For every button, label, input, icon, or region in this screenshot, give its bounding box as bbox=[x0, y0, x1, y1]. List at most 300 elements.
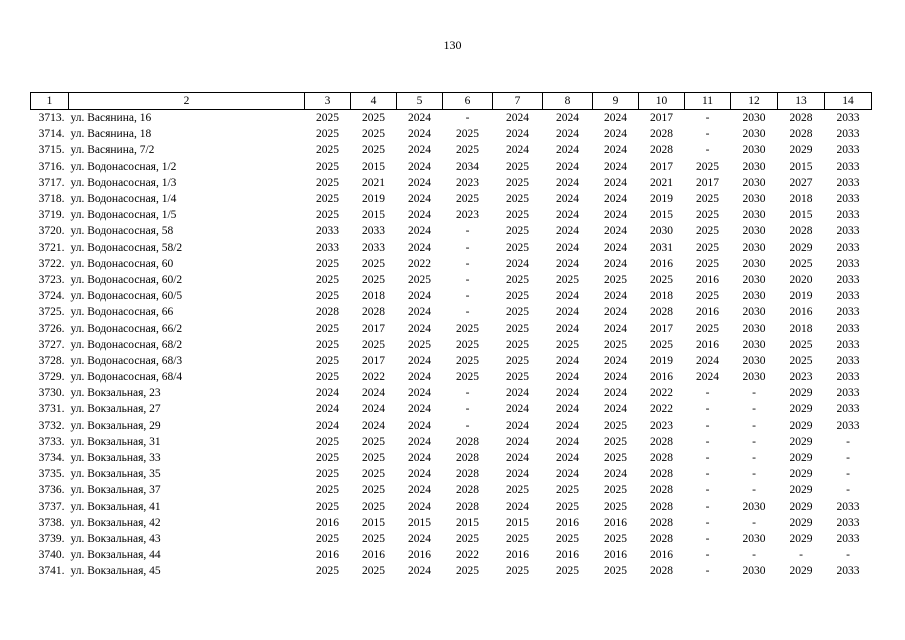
year-cell: 2025 bbox=[556, 532, 579, 545]
year-cell: - bbox=[705, 403, 710, 416]
year-cell: 2025 bbox=[456, 144, 479, 157]
year-cell: 2025 bbox=[789, 354, 813, 367]
year-cell: 2033 bbox=[836, 225, 860, 238]
year-cell: 2029 bbox=[789, 565, 813, 578]
year-cell: 2033 bbox=[836, 112, 860, 125]
year-cell: 2025 bbox=[506, 484, 529, 497]
year-cell: 2022 bbox=[650, 387, 673, 400]
year-cell: 2022 bbox=[362, 371, 385, 384]
table-row bbox=[31, 272, 872, 288]
year-cell: - bbox=[705, 565, 710, 578]
year-cell: 2024 bbox=[696, 354, 719, 367]
year-cell: 2028 bbox=[789, 225, 813, 238]
year-cell: 2015 bbox=[789, 160, 813, 173]
year-cell: 2025 bbox=[362, 338, 385, 351]
year-cell: 2024 bbox=[604, 160, 627, 173]
year-cell: 2025 bbox=[604, 273, 627, 286]
year-cell: 2025 bbox=[362, 128, 385, 141]
year-cell: 2029 bbox=[789, 403, 813, 416]
address-cell: ул. Водонасосная, 1/5 bbox=[70, 209, 177, 222]
year-cell: 2025 bbox=[456, 532, 479, 545]
year-cell: 2025 bbox=[362, 257, 385, 270]
year-cell: 2025 bbox=[316, 565, 339, 578]
year-cell: 2025 bbox=[456, 322, 479, 335]
year-cell: 2024 bbox=[408, 354, 431, 367]
row-number-cell: 3726. bbox=[38, 322, 65, 335]
row-number-cell: 3735. bbox=[38, 468, 65, 481]
table-body bbox=[31, 110, 872, 580]
year-cell: 2022 bbox=[456, 549, 479, 562]
year-cell: 2025 bbox=[316, 468, 339, 481]
year-cell: - bbox=[705, 419, 710, 432]
row-number-cell: 3740. bbox=[38, 549, 65, 562]
column-header-2: 2 bbox=[69, 93, 305, 110]
year-cell: 2016 bbox=[316, 516, 339, 529]
year-cell: 2024 bbox=[408, 241, 431, 254]
year-cell: - bbox=[705, 144, 710, 157]
year-cell: 2029 bbox=[789, 532, 813, 545]
row-number-cell: 3724. bbox=[38, 290, 65, 303]
year-cell: 2024 bbox=[604, 144, 627, 157]
column-header-12: 12 bbox=[731, 93, 778, 110]
table-row bbox=[31, 563, 872, 579]
year-cell: 2025 bbox=[506, 338, 529, 351]
year-cell: - bbox=[705, 549, 710, 562]
address-cell: ул. Водонасосная, 68/4 bbox=[70, 371, 183, 384]
year-cell: 2024 bbox=[506, 257, 529, 270]
year-cell: 2025 bbox=[362, 500, 385, 513]
year-cell: 2030 bbox=[742, 128, 766, 141]
year-cell: - bbox=[465, 290, 470, 303]
year-cell: 2019 bbox=[650, 193, 673, 206]
year-cell: 2030 bbox=[742, 565, 766, 578]
year-cell: - bbox=[752, 549, 756, 562]
year-cell: 2033 bbox=[836, 209, 860, 222]
year-cell: 2024 bbox=[408, 484, 431, 497]
year-cell: 2030 bbox=[742, 290, 766, 303]
year-cell: 2016 bbox=[604, 549, 627, 562]
year-cell: 2021 bbox=[650, 176, 673, 189]
year-cell: 2024 bbox=[556, 160, 579, 173]
table-row bbox=[31, 547, 872, 563]
year-cell: 2030 bbox=[742, 144, 766, 157]
year-cell: 2016 bbox=[650, 549, 673, 562]
row-number-cell: 3713. bbox=[38, 112, 65, 125]
year-cell: 2025 bbox=[604, 532, 627, 545]
year-cell: 2025 bbox=[316, 160, 339, 173]
year-cell: - bbox=[465, 257, 470, 270]
year-cell: 2024 bbox=[408, 112, 431, 125]
year-cell: 2016 bbox=[316, 549, 339, 562]
year-cell: 2024 bbox=[408, 144, 431, 157]
table-row bbox=[31, 337, 872, 353]
year-cell: 2025 bbox=[456, 565, 479, 578]
column-header-14: 14 bbox=[825, 93, 872, 110]
row-number-cell: 3729. bbox=[38, 371, 65, 384]
year-cell: 2025 bbox=[456, 354, 479, 367]
year-cell: 2029 bbox=[789, 241, 813, 254]
year-cell: 2015 bbox=[506, 516, 529, 529]
column-header-1: 1 bbox=[31, 93, 69, 110]
year-cell: 2033 bbox=[836, 403, 860, 416]
year-cell: 2033 bbox=[362, 225, 385, 238]
year-cell: 2024 bbox=[506, 419, 529, 432]
table-row bbox=[31, 531, 872, 547]
year-cell: 2024 bbox=[556, 419, 579, 432]
row-number-cell: 3741. bbox=[38, 565, 65, 578]
row-number-cell: 3725. bbox=[38, 306, 65, 319]
year-cell: 2024 bbox=[408, 371, 431, 384]
year-cell: - bbox=[465, 112, 470, 125]
address-cell: ул. Вокзальная, 44 bbox=[70, 549, 161, 562]
year-cell: 2028 bbox=[362, 306, 385, 319]
year-cell: 2024 bbox=[604, 290, 627, 303]
year-cell: 2031 bbox=[650, 241, 673, 254]
year-cell: 2024 bbox=[604, 241, 627, 254]
table-row bbox=[31, 385, 872, 401]
row-number-cell: 3736. bbox=[38, 484, 65, 497]
address-cell: ул. Водонасосная, 1/4 bbox=[70, 193, 177, 206]
year-cell: - bbox=[846, 484, 850, 497]
year-cell: 2016 bbox=[408, 549, 431, 562]
year-cell: 2024 bbox=[556, 403, 579, 416]
year-cell: - bbox=[846, 452, 850, 465]
table-row bbox=[31, 450, 872, 466]
year-cell: - bbox=[705, 468, 710, 481]
year-cell: 2025 bbox=[650, 338, 673, 351]
year-cell: 2019 bbox=[789, 290, 813, 303]
year-cell: 2028 bbox=[650, 484, 673, 497]
table-row bbox=[31, 126, 872, 142]
column-header-10: 10 bbox=[639, 93, 685, 110]
year-cell: 2025 bbox=[456, 338, 479, 351]
year-cell: 2024 bbox=[408, 532, 431, 545]
row-number-cell: 3723. bbox=[38, 273, 65, 286]
address-cell: ул. Водонасосная, 1/2 bbox=[70, 160, 177, 173]
year-cell: 2025 bbox=[506, 322, 529, 335]
year-cell: 2017 bbox=[650, 160, 673, 173]
year-cell: 2030 bbox=[742, 257, 766, 270]
year-cell: 2025 bbox=[316, 209, 339, 222]
year-cell: 2025 bbox=[506, 193, 529, 206]
row-number-cell: 3738. bbox=[38, 516, 65, 529]
year-cell: 2025 bbox=[604, 484, 627, 497]
year-cell: 2024 bbox=[408, 435, 431, 448]
year-cell: - bbox=[705, 484, 710, 497]
year-cell: - bbox=[705, 516, 710, 529]
year-cell: 2024 bbox=[604, 257, 627, 270]
year-cell: 2016 bbox=[696, 273, 719, 286]
table-header bbox=[31, 93, 872, 110]
year-cell: 2033 bbox=[836, 387, 860, 400]
year-cell: 2024 bbox=[604, 322, 627, 335]
year-cell: 2024 bbox=[556, 354, 579, 367]
year-cell: 2024 bbox=[408, 209, 431, 222]
year-cell: 2033 bbox=[316, 225, 339, 238]
year-cell: 2030 bbox=[742, 112, 766, 125]
year-cell: 2016 bbox=[556, 516, 579, 529]
year-cell: 2025 bbox=[456, 128, 479, 141]
year-cell: 2028 bbox=[650, 468, 673, 481]
year-cell: 2033 bbox=[836, 176, 860, 189]
year-cell: 2029 bbox=[789, 468, 813, 481]
year-cell: 2025 bbox=[650, 273, 673, 286]
year-cell: 2023 bbox=[456, 209, 479, 222]
year-cell: 2028 bbox=[650, 565, 673, 578]
year-cell: 2021 bbox=[362, 176, 385, 189]
year-cell: 2028 bbox=[650, 306, 673, 319]
column-header-8: 8 bbox=[543, 93, 593, 110]
year-cell: - bbox=[752, 387, 756, 400]
year-cell: 2028 bbox=[650, 435, 673, 448]
year-cell: 2024 bbox=[408, 565, 431, 578]
year-cell: 2024 bbox=[408, 468, 431, 481]
year-cell: 2033 bbox=[836, 160, 860, 173]
year-cell: 2024 bbox=[604, 225, 627, 238]
year-cell: 2030 bbox=[650, 225, 673, 238]
year-cell: 2016 bbox=[650, 371, 673, 384]
year-cell: 2024 bbox=[408, 306, 431, 319]
year-cell: 2024 bbox=[604, 112, 627, 125]
year-cell: 2033 bbox=[836, 241, 860, 254]
year-cell: 2033 bbox=[836, 532, 860, 545]
year-cell: 2015 bbox=[362, 209, 385, 222]
table-row bbox=[31, 320, 872, 336]
year-cell: 2030 bbox=[742, 176, 766, 189]
year-cell: 2033 bbox=[836, 257, 860, 270]
year-cell: 2024 bbox=[362, 387, 385, 400]
year-cell: 2025 bbox=[362, 112, 385, 125]
year-cell: 2025 bbox=[506, 532, 529, 545]
year-cell: 2022 bbox=[650, 403, 673, 416]
year-cell: 2024 bbox=[604, 128, 627, 141]
year-cell: 2024 bbox=[316, 419, 339, 432]
row-number-cell: 3739. bbox=[38, 532, 65, 545]
address-cell: ул. Водонасосная, 68/3 bbox=[70, 354, 183, 367]
year-cell: - bbox=[799, 549, 803, 562]
year-cell: 2033 bbox=[836, 193, 860, 206]
table-row bbox=[31, 207, 872, 223]
year-cell: 2025 bbox=[362, 565, 385, 578]
table-row bbox=[31, 482, 872, 498]
year-cell: 2024 bbox=[604, 354, 627, 367]
address-cell: ул. Вокзальная, 41 bbox=[70, 500, 161, 513]
year-cell: - bbox=[465, 273, 470, 286]
row-number-cell: 3733. bbox=[38, 435, 65, 448]
year-cell: 2025 bbox=[316, 354, 339, 367]
year-cell: 2023 bbox=[789, 371, 813, 384]
year-cell: 2033 bbox=[836, 419, 860, 432]
year-cell: 2017 bbox=[362, 354, 385, 367]
year-cell: 2025 bbox=[316, 144, 339, 157]
year-cell: 2022 bbox=[408, 257, 431, 270]
year-cell: 2020 bbox=[789, 273, 813, 286]
address-cell: ул. Водонасосная, 58/2 bbox=[70, 241, 183, 254]
year-cell: 2028 bbox=[650, 516, 673, 529]
table-row bbox=[31, 434, 872, 450]
year-cell: 2030 bbox=[742, 322, 766, 335]
year-cell: - bbox=[752, 452, 756, 465]
year-cell: 2033 bbox=[836, 338, 860, 351]
year-cell: 2024 bbox=[316, 387, 339, 400]
year-cell: 2030 bbox=[742, 273, 766, 286]
table-row bbox=[31, 191, 872, 207]
year-cell: 2016 bbox=[604, 516, 627, 529]
year-cell: 2024 bbox=[556, 435, 579, 448]
year-cell: - bbox=[705, 128, 710, 141]
year-cell: 2015 bbox=[456, 516, 479, 529]
year-cell: 2033 bbox=[836, 354, 860, 367]
year-cell: 2028 bbox=[650, 128, 673, 141]
row-number-cell: 3721. bbox=[38, 241, 65, 254]
year-cell: 2024 bbox=[408, 128, 431, 141]
year-cell: 2029 bbox=[789, 387, 813, 400]
year-cell: 2025 bbox=[696, 225, 719, 238]
year-cell: 2025 bbox=[456, 371, 479, 384]
year-cell: 2025 bbox=[789, 338, 813, 351]
year-cell: 2024 bbox=[556, 322, 579, 335]
year-cell: 2025 bbox=[604, 338, 627, 351]
year-cell: 2017 bbox=[650, 112, 673, 125]
year-cell: 2025 bbox=[696, 241, 719, 254]
year-cell: - bbox=[752, 516, 756, 529]
address-cell: ул. Водонасосная, 60/5 bbox=[70, 290, 183, 303]
year-cell: 2028 bbox=[789, 112, 813, 125]
year-cell: 2025 bbox=[556, 484, 579, 497]
table-row bbox=[31, 401, 872, 417]
year-cell: 2025 bbox=[506, 176, 529, 189]
address-cell: ул. Вокзальная, 33 bbox=[70, 452, 161, 465]
year-cell: 2030 bbox=[742, 354, 766, 367]
year-cell: 2025 bbox=[316, 435, 339, 448]
year-cell: 2024 bbox=[408, 160, 431, 173]
year-cell: 2030 bbox=[742, 500, 766, 513]
year-cell: 2024 bbox=[556, 241, 579, 254]
year-cell: 2025 bbox=[362, 468, 385, 481]
year-cell: 2033 bbox=[836, 290, 860, 303]
table-row bbox=[31, 369, 872, 385]
year-cell: - bbox=[465, 241, 470, 254]
header-row bbox=[31, 93, 872, 110]
year-cell: 2033 bbox=[362, 241, 385, 254]
year-cell: 2025 bbox=[456, 193, 479, 206]
year-cell: - bbox=[465, 306, 470, 319]
year-cell: 2024 bbox=[556, 257, 579, 270]
address-cell: ул. Вокзальная, 43 bbox=[70, 532, 161, 545]
year-cell: 2025 bbox=[362, 452, 385, 465]
year-cell: - bbox=[846, 549, 850, 562]
year-cell: 2025 bbox=[604, 452, 627, 465]
year-cell: 2024 bbox=[556, 128, 579, 141]
address-cell: ул. Васянина, 18 bbox=[70, 128, 152, 141]
table-row bbox=[31, 304, 872, 320]
year-cell: 2028 bbox=[650, 500, 673, 513]
year-cell: 2024 bbox=[556, 225, 579, 238]
year-cell: 2024 bbox=[362, 419, 385, 432]
year-cell: 2024 bbox=[408, 419, 431, 432]
year-cell: 2030 bbox=[742, 532, 766, 545]
year-cell: 2028 bbox=[650, 144, 673, 157]
year-cell: 2029 bbox=[789, 419, 813, 432]
address-cell: ул. Водонасосная, 68/2 bbox=[70, 338, 183, 351]
year-cell: 2030 bbox=[742, 193, 766, 206]
address-cell: ул. Васянина, 16 bbox=[70, 112, 152, 125]
year-cell: 2024 bbox=[408, 452, 431, 465]
year-cell: 2025 bbox=[604, 419, 627, 432]
year-cell: - bbox=[846, 435, 850, 448]
year-cell: 2019 bbox=[650, 354, 673, 367]
year-cell: 2025 bbox=[362, 484, 385, 497]
year-cell: - bbox=[752, 419, 756, 432]
year-cell: 2024 bbox=[408, 176, 431, 189]
year-cell: 2033 bbox=[836, 516, 860, 529]
year-cell: 2025 bbox=[506, 241, 529, 254]
year-cell: 2028 bbox=[456, 435, 479, 448]
row-number-cell: 3718. bbox=[38, 193, 65, 206]
year-cell: 2024 bbox=[696, 371, 719, 384]
year-cell: 2017 bbox=[362, 322, 385, 335]
year-cell: - bbox=[705, 435, 710, 448]
year-cell: - bbox=[465, 387, 470, 400]
year-cell: 2028 bbox=[316, 306, 339, 319]
year-cell: 2025 bbox=[506, 225, 529, 238]
table-row bbox=[31, 223, 872, 239]
year-cell: 2028 bbox=[650, 452, 673, 465]
year-cell: 2025 bbox=[316, 112, 339, 125]
column-header-7: 7 bbox=[493, 93, 543, 110]
year-cell: 2016 bbox=[650, 257, 673, 270]
year-cell: 2018 bbox=[650, 290, 673, 303]
year-cell: 2016 bbox=[696, 306, 719, 319]
year-cell: 2033 bbox=[836, 144, 860, 157]
address-cell: ул. Вокзальная, 35 bbox=[70, 468, 161, 481]
year-cell: 2029 bbox=[789, 435, 813, 448]
year-cell: 2034 bbox=[456, 160, 479, 173]
table-row bbox=[31, 110, 872, 127]
year-cell: 2018 bbox=[789, 193, 813, 206]
year-cell: 2025 bbox=[789, 257, 813, 270]
year-cell: - bbox=[465, 403, 470, 416]
address-cell: ул. Водонасосная, 60 bbox=[70, 257, 174, 270]
address-cell: ул. Васянина, 7/2 bbox=[70, 144, 155, 157]
address-cell: ул. Вокзальная, 31 bbox=[70, 435, 161, 448]
column-header-6: 6 bbox=[443, 93, 493, 110]
year-cell: - bbox=[705, 387, 710, 400]
table-row bbox=[31, 256, 872, 272]
year-cell: 2024 bbox=[408, 500, 431, 513]
year-cell: 2029 bbox=[789, 452, 813, 465]
year-cell: 2025 bbox=[316, 322, 339, 335]
year-cell: 2025 bbox=[362, 144, 385, 157]
year-cell: 2025 bbox=[316, 290, 339, 303]
year-cell: 2024 bbox=[604, 193, 627, 206]
year-cell: 2016 bbox=[506, 549, 529, 562]
row-number-cell: 3728. bbox=[38, 354, 65, 367]
year-cell: 2024 bbox=[604, 371, 627, 384]
row-number-cell: 3719. bbox=[38, 209, 65, 222]
year-cell: 2025 bbox=[316, 128, 339, 141]
year-cell: 2024 bbox=[506, 387, 529, 400]
year-cell: 2033 bbox=[836, 565, 860, 578]
year-cell: 2015 bbox=[650, 209, 673, 222]
year-cell: 2024 bbox=[506, 112, 529, 125]
year-cell: 2024 bbox=[506, 128, 529, 141]
table-row bbox=[31, 499, 872, 515]
row-number-cell: 3720. bbox=[38, 225, 65, 238]
address-cell: ул. Водонасосная, 58 bbox=[70, 225, 174, 238]
year-cell: 2025 bbox=[696, 209, 719, 222]
year-cell: - bbox=[705, 500, 710, 513]
